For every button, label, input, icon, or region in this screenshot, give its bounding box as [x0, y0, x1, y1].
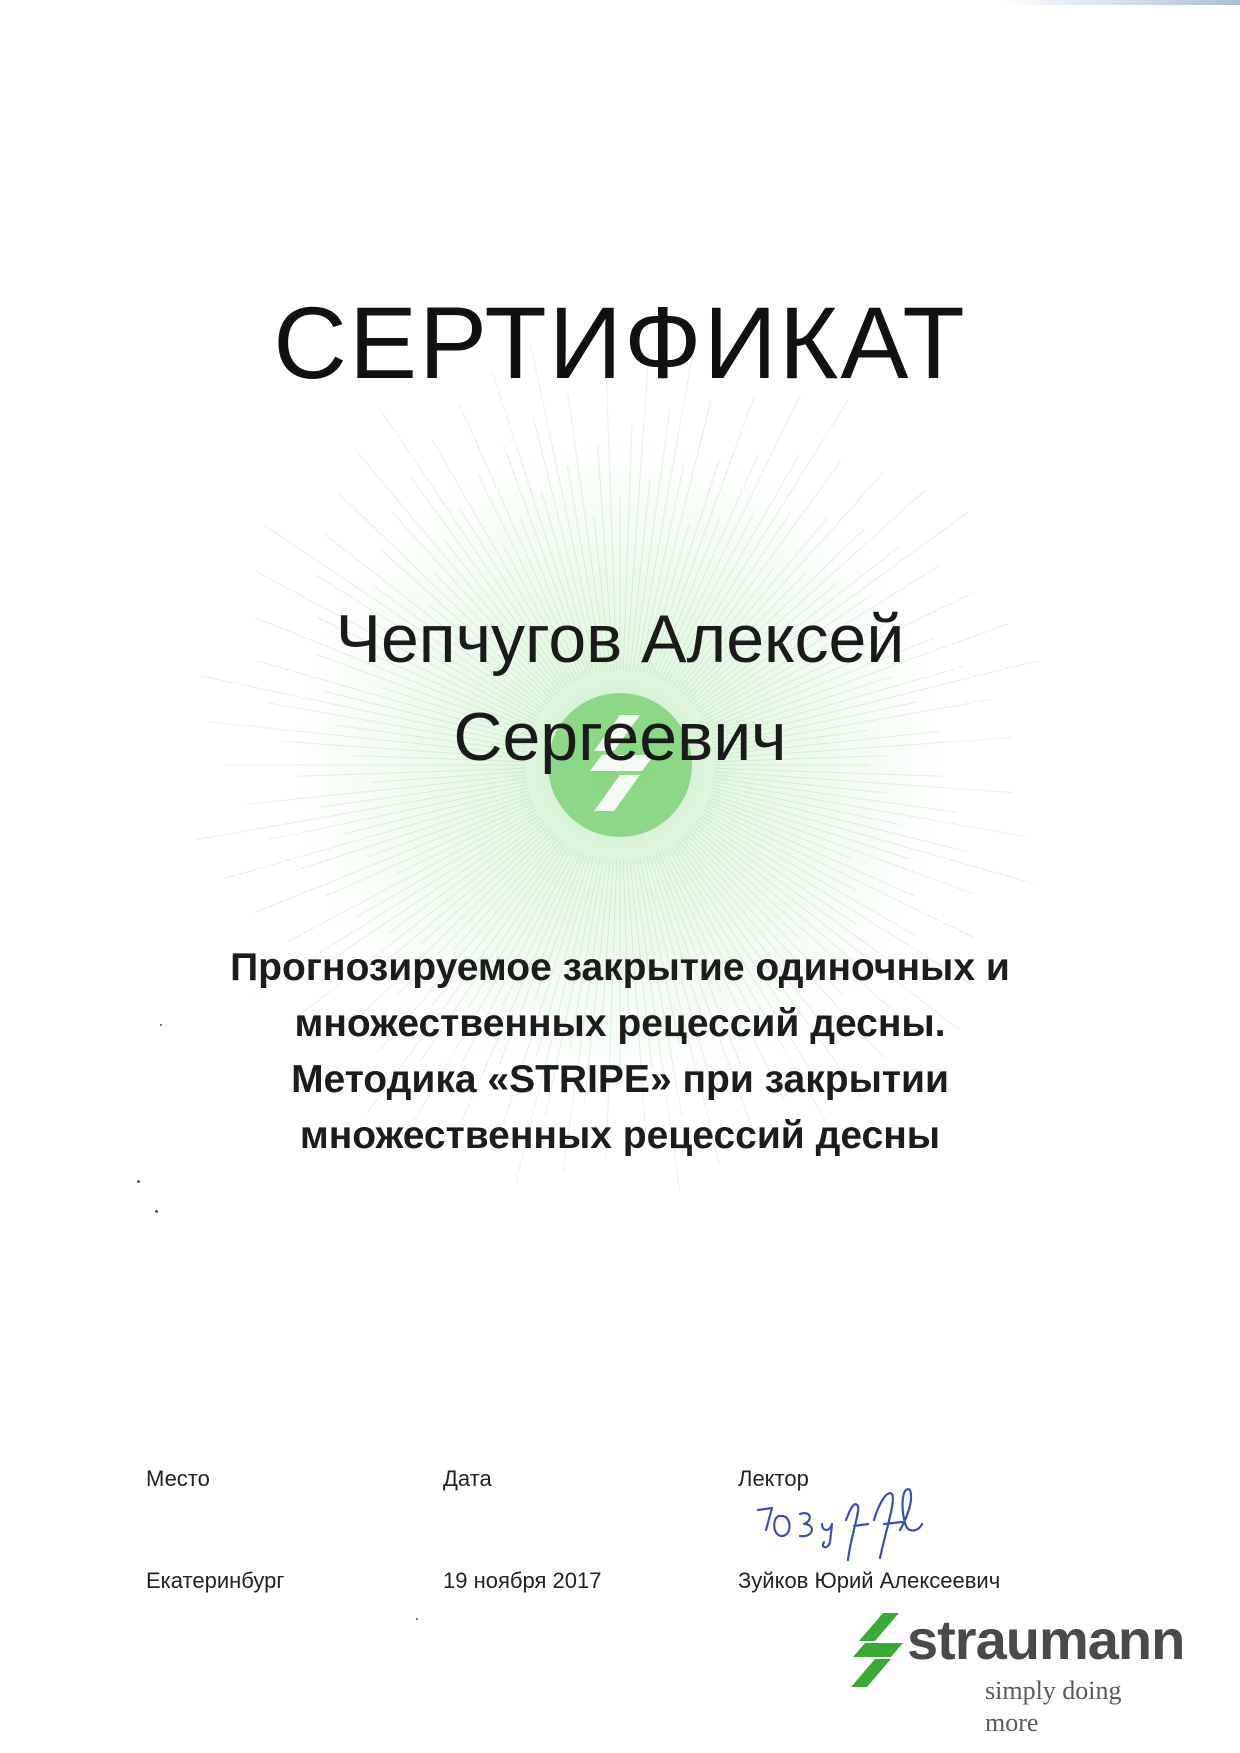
lecturer-label: Лектор	[738, 1466, 809, 1491]
scan-speck	[160, 1024, 162, 1026]
date-label: Дата	[443, 1466, 492, 1491]
brand-tagline: simply doing more	[985, 1676, 1122, 1737]
course-title-line-2: множественных рецессий десны.	[294, 1002, 946, 1045]
scan-speck	[416, 1618, 418, 1620]
course-title-line-4: множественных рецессий десны	[299, 1114, 941, 1157]
place-value: Екатеринбург	[146, 1568, 285, 1593]
handwritten-signature-icon	[750, 1480, 940, 1570]
certificate-title: СЕРТИФИКАТ	[273, 286, 967, 400]
date-value: 19 ноября 2017	[443, 1568, 602, 1593]
recipient-name-line-1: Чепчугов Алексей	[335, 601, 905, 677]
course-title-line-1: Прогнозируемое закрытие одиночных и	[230, 946, 1010, 989]
straumann-s-mark-icon	[845, 1613, 905, 1693]
lecturer-value: Зуйков Юрий Алексеевич	[738, 1568, 1001, 1593]
recipient-name	[0, 590, 1240, 786]
scan-speck	[137, 1180, 140, 1183]
course-title	[0, 940, 1240, 1164]
scan-speck	[155, 1210, 158, 1213]
brand-name: straumann	[907, 1608, 1185, 1671]
place-label: Место	[146, 1466, 210, 1491]
course-title-line-3: Методика «STRIPE» при закрытии	[291, 1058, 949, 1101]
scan-edge	[1000, 0, 1240, 5]
straumann-logo	[845, 1605, 1185, 1737]
recipient-name-line-2: Сергеевич	[453, 699, 787, 775]
